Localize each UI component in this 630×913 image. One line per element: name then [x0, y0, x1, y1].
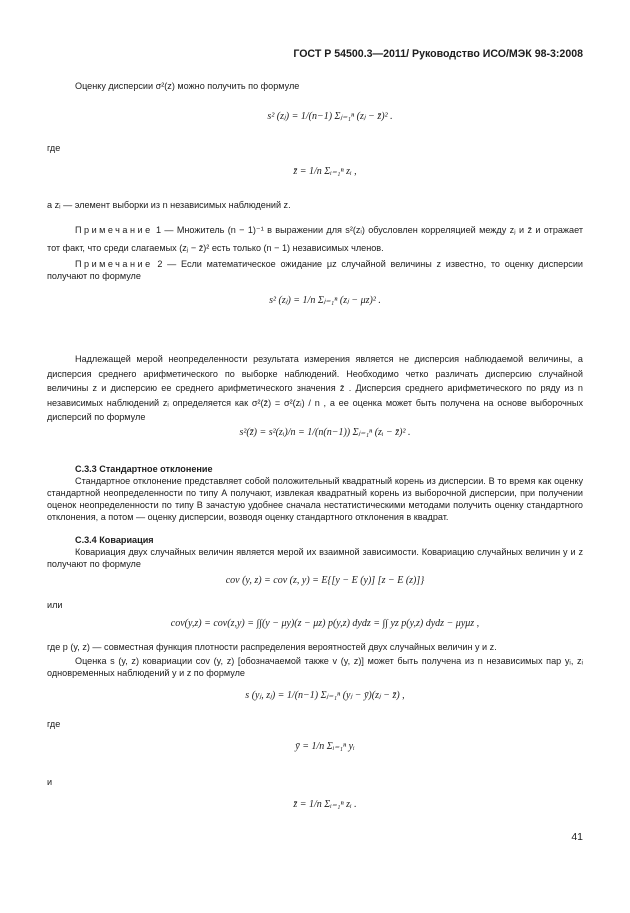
equation-mean-variance: s²(z̄) = s²(zᵢ)/n = 1/(n(n−1)) Σⱼ₌₁ⁿ (zᵢ − z̄)² .: [239, 427, 411, 438]
equation-mean-z: z̄ = 1/n Σᵢ₌₁ⁿ zᵢ .: [293, 799, 357, 810]
label-where-2: где: [47, 719, 61, 729]
equation-known-mean-variance: s² (zⱼ) = 1/n Σⱼ₌₁ⁿ (zⱼ − μz)² .: [269, 295, 381, 306]
equation-sample-covariance: s (yⱼ, zⱼ) = 1/(n−1) Σⱼ₌₁ⁿ (yⱼ − ȳ)(zⱼ − z̄) ,: [245, 690, 405, 701]
paragraph-mean-variance: Надлежащей мерой неопределенности результата измерения является не дисперсия наблюдаемой величины, а дисперсия среднего арифметического по выборке наблюдений. Необходимо четко различать дисперсию случайной величины z и дисперсию ее среднего арифметического значения z̄ . Дисперсия среднего арифметического по ряду из n независимых наблюдений zᵢ определяется как σ²(z̄) = σ²(zᵢ) / n , а ее оценка может быть получена на основе выборочных дисперсий по формуле: [47, 354, 583, 423]
equation-mean-y: ȳ = 1/n Σᵢ₌₁ⁿ yᵢ: [295, 741, 355, 752]
note-2: [47, 258, 583, 282]
note-1-label: Примечание: [75, 225, 153, 235]
equation-sample-variance: s² (zⱼ) = 1/(n−1) Σⱼ₌₁ⁿ (zⱼ − z̄)² .: [267, 111, 393, 122]
paragraph-joint-density: где p (y, z) — совместная функция плотности распределения вероятностей двух случайных величин y и z.: [47, 642, 497, 652]
paragraph-covariance-estimate: Оценка s (y, z) ковариации cov (y, z) [обозначаемой также v (y, z)] может быть получена из n независимых пар yᵢ, zᵢ одновременных наблюдений y и z по формуле: [47, 656, 583, 678]
equation-mean: z̄ = 1/n Σᵢ₌₁ⁿ zᵢ ,: [293, 166, 357, 177]
paragraph-std-deviation: Стандартное отклонение представляет собой положительный квадратный корень из дисперсии. В то время как оценку стандартной неопределенности по типу А получают, извлекая квадратный корень из выборочной дисперсии, при получении оценок неопределенности по типу В зачастую удобнее сначала нестатистическими методами получить оценку стандартного отклонения, а потом — оценку дисперсии, возводя оценку стандартного отклонения в квадрат.: [47, 476, 583, 522]
note-2-text: 2 — Если математическое ожидание μz случайной величины z известно, то оценку дисперсии получают по формуле: [47, 259, 583, 281]
page-number: 41: [571, 831, 583, 843]
label-or: или: [47, 600, 63, 610]
heading-c33: C.3.3 Стандартное отклонение: [75, 464, 213, 474]
note-2-label: Примечание: [75, 259, 153, 269]
label-where-1: где: [47, 143, 61, 153]
paragraph-element: а zᵢ — элемент выборки из n независимых наблюдений z.: [47, 200, 291, 210]
note-1: [47, 221, 583, 257]
equation-covariance-integral: cov(y,z) = cov(z,y) = ∫∫(y − μy)(z − μz) p(y,z) dydz = ∫∫ yz p(y,z) dydz − μyμz ,: [170, 618, 480, 629]
paragraph-variance-intro: Оценку дисперсии σ²(z) можно получить по формуле: [75, 81, 300, 91]
label-and: и: [47, 777, 53, 787]
equation-covariance-expectation: cov (y, z) = cov (z, y) = E{[y − E (y)] [z − E (z)]}: [225, 575, 425, 586]
paragraph-covariance: Ковариация двух случайных величин является мерой их взаимной зависимости. Ковариацию случайных величин y и z получают по формуле: [47, 547, 583, 569]
page-header: ГОСТ Р 54500.3—2011/ Руководство ИСО/МЭК 98-3:2008: [293, 48, 583, 60]
heading-c34: C.3.4 Ковариация: [75, 535, 154, 545]
note-1-text: 1 — Множитель (n − 1)⁻¹ в выражении для s²(zᵢ) обусловлен корреляцией между zⱼ и z̄ и отражает тот факт, что среди слагаемых (zⱼ − z̄)² есть только (n − 1) независимых членов.: [47, 225, 583, 253]
